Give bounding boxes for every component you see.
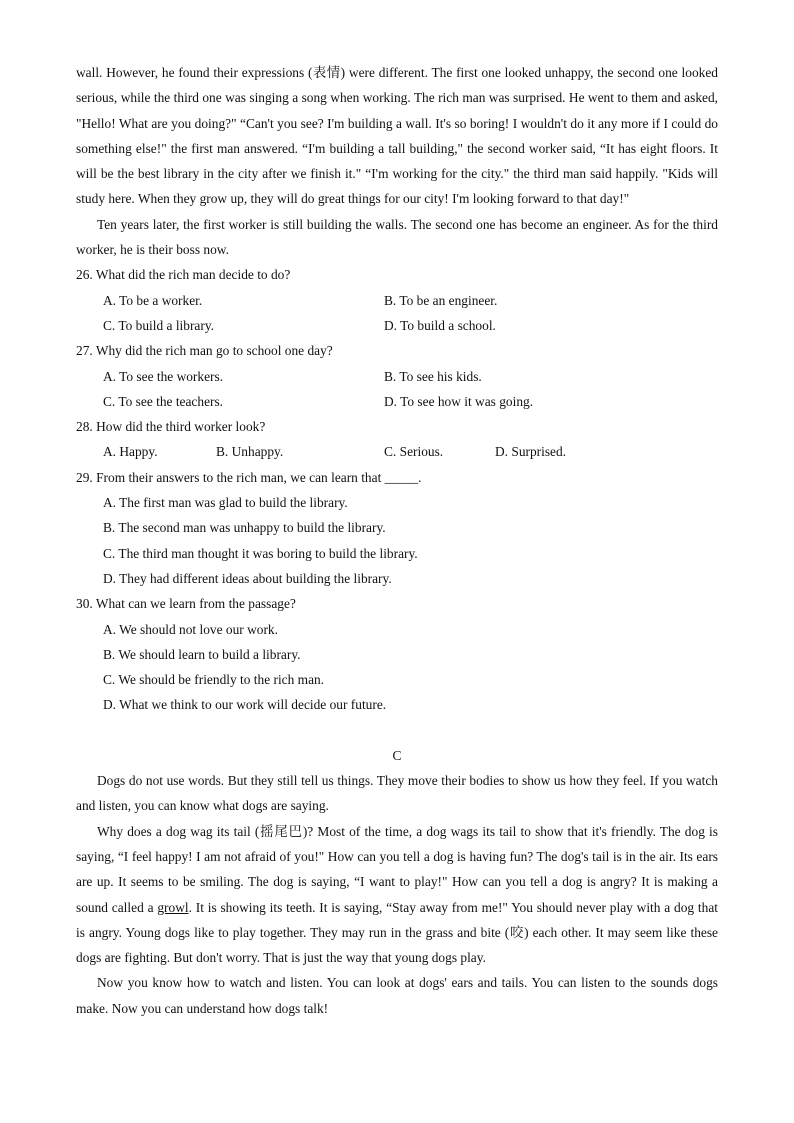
exam-page [76,60,718,1021]
question-29 [76,465,718,591]
option-d: D. They had different ideas about building the library. [103,570,392,586]
option-a: A. To be a worker. [103,292,203,308]
question-26 [76,262,718,338]
option-a: A. The first man was glad to build the library. [103,495,348,511]
option-a: A. Happy. [103,444,158,460]
option-c: C. We should be friendly to the rich man. [103,672,325,688]
option-b: B. To see his kids. [384,368,482,384]
question-stem: 30. What can we learn from the passage? [76,596,296,612]
option-c: C. Serious. [384,444,444,460]
passage-c-paragraph-3: Now you know how to watch and listen. You can look at dogs' ears and tails. You can listen to the sounds dogs make. Now you can understand how dogs talk! [76,975,718,1016]
passage-b-paragraph-1: wall. However, he found their expressions (表情) were different. The first one looked unhappy, the second one looked serious, while the third one was singing a song when working. The rich man was surprised. He went to them and asked, "Hello! What are you doing?" “Can't you see? I'm building a wall. It's so boring! I wouldn't do it any more if I could do something else!" the first man answered. “I'm building a tall building," the second worker said, “It has eight floors. It will be the best library in the city after we finish it." “I'm working for the city." the third man said happily. "Kids will study here. When they grow up, they will do great things for our city! I'm looking forward to that day!" [76,65,718,207]
option-a: A. To see the workers. [103,368,224,384]
paragraph-text: . It is showing its teeth. It is saying, “Stay away from me!" You should never play with a dog that is angry. Young dogs like to play together. They may run in the grass and bite (咬) each other. It may seem like these dogs are fighting. But don't worry. That is just the way that young dogs play. [76,899,718,966]
option-b: B. To be an engineer. [384,292,498,308]
option-d: D. To build a school. [384,317,496,333]
question-stem: 29. From their answers to the rich man, we can learn that _____. [76,469,422,485]
question-30 [76,591,718,717]
question-stem: 26. What did the rich man decide to do? [76,267,291,283]
option-c: C. To see the teachers. [103,393,224,409]
question-27 [76,338,718,414]
option-c: C. To build a library. [103,317,215,333]
section-heading: C [392,747,402,763]
option-d: D. What we think to our work will decide our future. [103,697,387,713]
option-d: D. To see how it was going. [384,393,534,409]
underlined-word: growl [157,899,189,915]
passage-b-paragraph-2: Ten years later, the first worker is still building the walls. The second one has become an engineer. As for the third worker, he is their boss now. [76,216,718,258]
passage-c-paragraph-2 [76,819,718,971]
paragraph-text: Why does a dog wag its tail (摇尾巴)? Most of the time, a dog wags its tail to show that it's friendly. The dog is saying, “I feel happy! I am not afraid of you!" How can you tell a dog is having fun? The dog's tail is in the air. Its ears are up. It seems to be smiling. The dog is saying, “I want to play!" How can you tell a dog is angry? It is making a sound called a [76,823,718,915]
question-stem: 28. How did the third worker look? [76,419,266,435]
question-28 [76,414,718,465]
passage-c-paragraph-1: Dogs do not use words. But they still tell us things. They move their bodies to show us how they feel. If you watch and listen, you can know what dogs are saying. [76,773,718,814]
option-b: B. The second man was unhappy to build the library. [103,520,386,536]
option-b: B. We should learn to build a library. [103,646,301,662]
option-b: B. Unhappy. [216,444,284,460]
question-stem: 27. Why did the rich man go to school one day? [76,343,333,359]
option-c: C. The third man thought it was boring to build the library. [103,545,418,561]
option-d: D. Surprised. [495,444,567,460]
option-a: A. We should not love our work. [103,621,278,637]
